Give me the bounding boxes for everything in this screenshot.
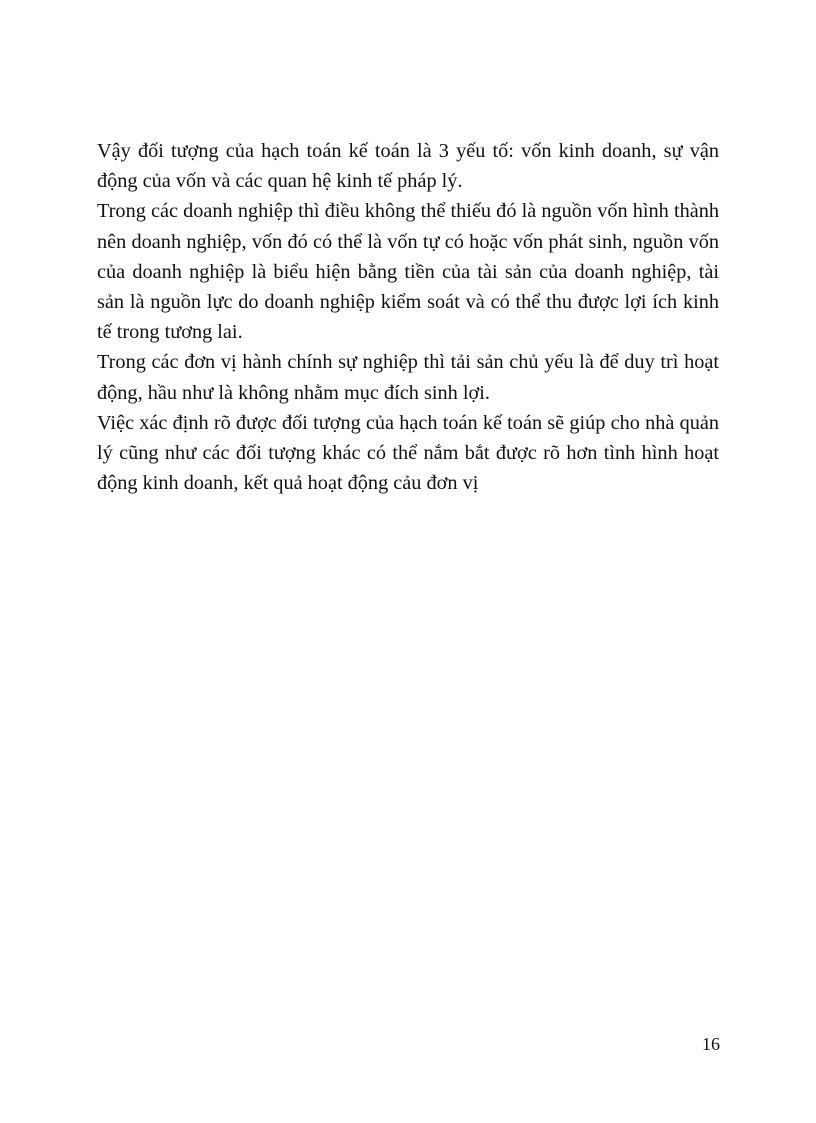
page-number: 16 bbox=[702, 1034, 720, 1054]
paragraph-3: Trong các đơn vị hành chính sự nghiệp thì tải sản chủ yếu là để duy trì hoạt động, hầu như là không nhằm mục đích sinh lợi. bbox=[97, 351, 719, 404]
paragraph-1: Vậy đối tượng của hạch toán kế toán là 3 yếu tố: vốn kinh doanh, sự vận động của vốn và các quan hệ kinh tế pháp lý. bbox=[97, 140, 719, 193]
paragraph-2: Trong các doanh nghiệp thì điều không thể thiếu đó là nguồn vốn hình thành nên doanh nghiệp, vốn đó có thể là vốn tự có hoặc vốn phát sinh, nguồn vốn của doanh nghiệp là biểu hiện bằng tiền của tài sản của doanh nghiệp, tài sản là nguồn lực do doanh nghiệp kiểm soát và có thể thu được lợi ích kinh tế trong tương lai. bbox=[97, 200, 719, 344]
body-text bbox=[97, 136, 719, 498]
paragraph-4: Việc xác định rõ được đối tượng của hạch toán kế toán sẽ giúp cho nhà quản lý cũng như các đối tượng khác có thể nắm bắt được rõ hơn tình hình hoạt động kinh doanh, kết quả hoạt động cảu đơn vị bbox=[97, 411, 719, 495]
